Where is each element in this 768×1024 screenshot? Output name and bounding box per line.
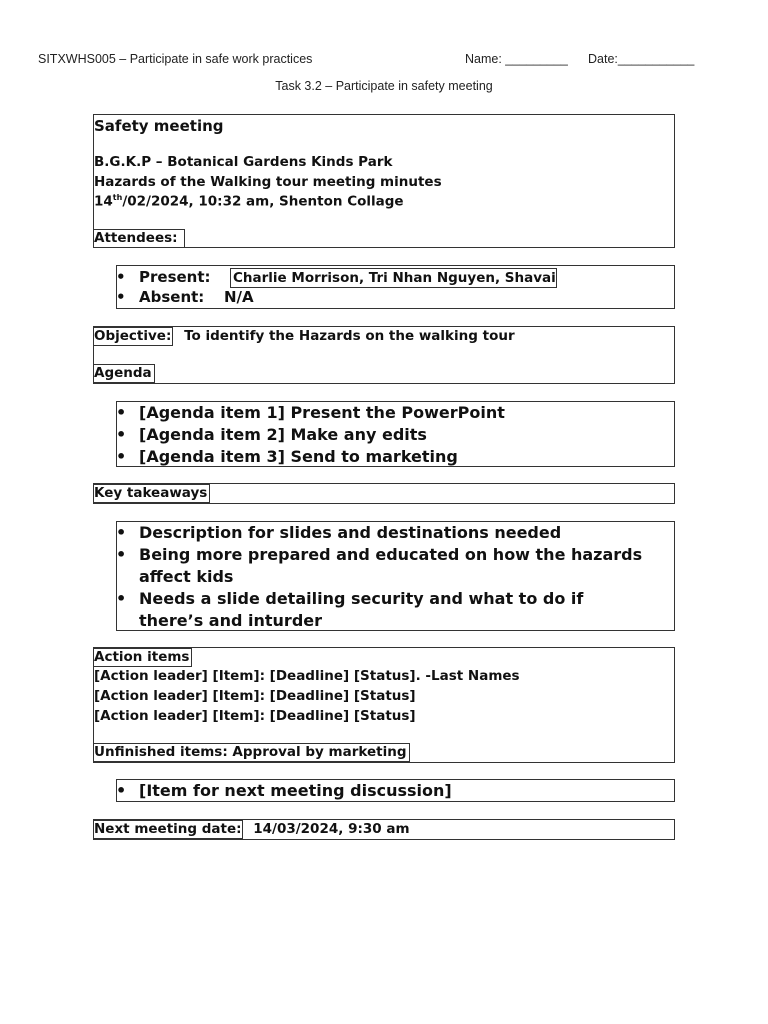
action-items-label-wrap xyxy=(93,648,192,667)
meeting-date-rest: /02/2024, 10:32 am, Shenton Collage xyxy=(122,193,404,210)
bullet-icon: • xyxy=(116,425,127,444)
bullet-icon: • xyxy=(116,523,127,542)
bullet-icon: • xyxy=(116,403,127,422)
action-items-label: Action items xyxy=(93,648,192,667)
objective-row xyxy=(93,327,515,346)
action-item-row: [Action leader] [Item]: [Deadline] [Status] xyxy=(94,708,416,724)
date-field-label: Date:___________ xyxy=(588,52,695,66)
key-takeaways-label: Key takeaways xyxy=(93,484,210,503)
next-meeting-label: Next meeting date: xyxy=(94,821,242,837)
bullet-icon: • xyxy=(116,288,126,306)
key-takeaways-wrap xyxy=(93,484,210,503)
key-takeaways-box xyxy=(93,483,675,504)
bullet-icon: • xyxy=(116,447,127,466)
action-item-row: [Action leader] [Item]: [Deadline] [Status] xyxy=(94,688,416,704)
meeting-date-day: 14 xyxy=(94,193,113,210)
meeting-date-suffix: th xyxy=(112,193,123,202)
takeaway-text-continued: affect kids xyxy=(139,567,234,586)
agenda-item-text: [Agenda item 2] Make any edits xyxy=(139,425,427,444)
objective-label: Objective: xyxy=(94,328,172,344)
meeting-heading: Safety meeting xyxy=(94,117,224,135)
organisation-name: B.G.K.P – Botanical Gardens Kinds Park xyxy=(94,154,393,170)
unfinished-items: Unfinished items: Approval by marketing xyxy=(93,743,410,762)
next-meeting-row xyxy=(93,820,410,839)
agenda-items-box xyxy=(116,401,675,467)
agenda-label: Agenda xyxy=(93,364,155,383)
unfinished-items-wrap xyxy=(93,743,410,762)
objective-value: To identify the Hazards on the walking tour xyxy=(184,328,515,344)
takeaway-text: Being more prepared and educated on how the hazards xyxy=(139,545,643,564)
next-meeting-box xyxy=(93,819,675,840)
name-field-label: Name: _________ xyxy=(465,52,568,66)
absent-value: N/A xyxy=(224,288,254,306)
present-label: Present: xyxy=(139,268,211,286)
bullet-icon: • xyxy=(116,545,127,564)
agenda-item-text: [Agenda item 1] Present the PowerPoint xyxy=(139,403,505,422)
course-title: SITXWHS005 – Participate in safe work practices xyxy=(38,52,313,66)
task-title: Task 3.2 – Participate in safety meeting xyxy=(275,79,493,93)
present-attendees: Charlie Morrison, Tri Nhan Nguyen, Shavai xyxy=(230,268,557,288)
takeaway-text-continued: there’s and inturder xyxy=(139,611,323,630)
action-item-row: [Action leader] [Item]: [Deadline] [Status]. -Last Names xyxy=(94,668,520,684)
attendance-box xyxy=(116,265,675,309)
meeting-date-time-location xyxy=(94,193,404,210)
takeaways-box xyxy=(116,521,675,631)
next-meeting-value: 14/03/2024, 9:30 am xyxy=(253,821,410,837)
takeaway-text: Needs a slide detailing security and what to do if xyxy=(139,589,584,608)
next-item-text: [Item for next meeting discussion] xyxy=(139,781,452,800)
attendees-label-wrap xyxy=(93,229,185,248)
bullet-icon: • xyxy=(116,781,127,800)
attendees-label: Attendees: xyxy=(93,229,185,248)
objective-box xyxy=(93,326,675,384)
next-item-box xyxy=(116,779,675,802)
bullet-icon: • xyxy=(116,589,127,608)
agenda-item-text: [Agenda item 3] Send to marketing xyxy=(139,447,458,466)
meeting-info-box xyxy=(93,114,675,248)
agenda-label-wrap xyxy=(93,364,155,383)
action-items-box xyxy=(93,647,675,763)
takeaway-text: Description for slides and destinations needed xyxy=(139,523,562,542)
bullet-icon: • xyxy=(116,268,126,286)
absent-label: Absent: xyxy=(139,288,205,306)
document-header xyxy=(38,52,738,70)
meeting-subject: Hazards of the Walking tour meeting minutes xyxy=(94,174,442,190)
